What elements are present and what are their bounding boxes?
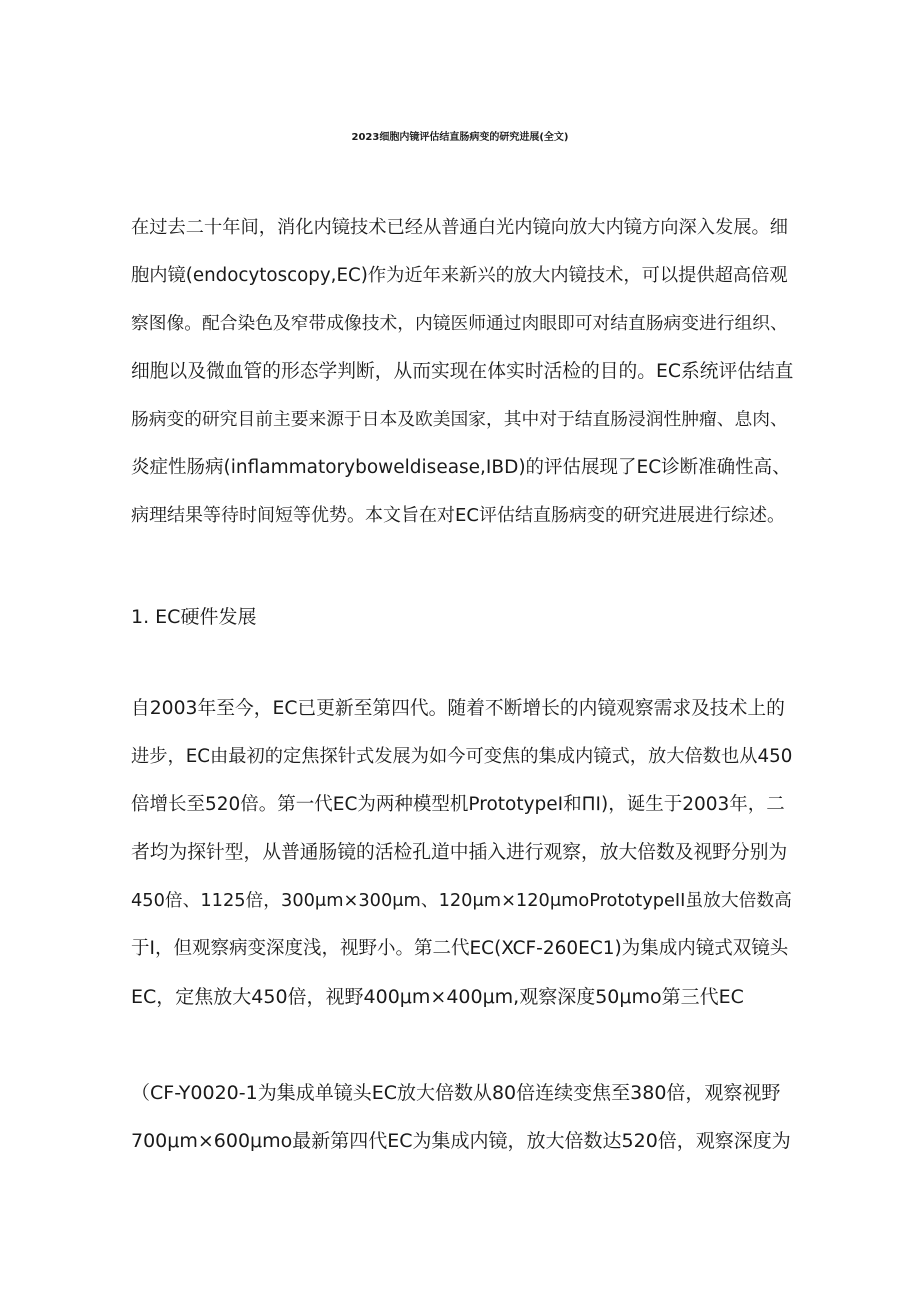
paragraph-line: 胞内镜(endocytoscopy,EC)作为近年来新兴的放大内镜技术，可以提供超高倍观 <box>131 265 788 286</box>
paragraph-line: 于I，但观察病变深度浅，视野小。第二代EC(XCF-260EC1)为集成内镜式双镜头 <box>131 938 789 959</box>
paragraph-line: 700μm×600μmo最新第四代EC为集成内镜，放大倍数达520倍，观察深度为 <box>131 1130 791 1152</box>
paragraph-line: 在过去二十年间，消化内镜技术已经从普通白光内镜向放大内镜方向深入发展。细 <box>131 217 788 238</box>
document-title: 2023细胞内镜评估结直肠病变的研究进展(全文) <box>351 132 569 143</box>
paragraph-line: 病理结果等待时间短等优势。本文旨在对EC评估结直肠病变的研究进展进行综述。 <box>131 505 785 526</box>
paragraph-line: 450倍、1125倍，300μm×300μm、120μm×120μmoPrototypeII虽放大倍数高 <box>131 891 792 911</box>
paragraph-line: EC，定焦放大450倍，视野400μm×400μm,观察深度50μmo第三代EC <box>131 986 744 1008</box>
paragraph-line: 肠病变的研究目前主要来源于日本及欧美国家，其中对于结直肠浸润性肿瘤、息肉、 <box>131 410 788 430</box>
paragraph-line: 进步，EC由最初的定焦探针式发展为如今可变焦的集成内镜式，放大倍数也从450 <box>131 746 793 767</box>
paragraph-line: 者均为探针型，从普通肠镜的活检孔道中插入进行观察，放大倍数及视野分别为 <box>131 842 788 863</box>
paragraph-line: 自2003年至今，EC已更新至第四代。随着不断增长的内镜观察需求及技术上的 <box>131 698 785 719</box>
paragraph-line: 炎症性肠病(inflammatoryboweldisease,IBD)的评估展现了EC诊断准确性高、 <box>131 457 791 478</box>
paragraph-line: （CF-Y0020-1为集成单镜头EC放大倍数从80倍连续变焦至380倍，观察视野 <box>131 1082 781 1104</box>
section-heading: 1. EC硬件发展 <box>131 606 257 628</box>
paragraph-line: 倍增长至520倍。第一代EC为两种模型机PrototypeI和ΠΙ)，诞生于2003年，二 <box>131 794 785 815</box>
paragraph-line: 细胞以及微血管的形态学判断，从而实现在体实时活检的目的。EC系统评估结直 <box>131 361 794 382</box>
paragraph-line: 察图像。配合染色及窄带成像技术，内镜医师通过肉眼即可对结直肠病变进行组织、 <box>131 314 788 334</box>
